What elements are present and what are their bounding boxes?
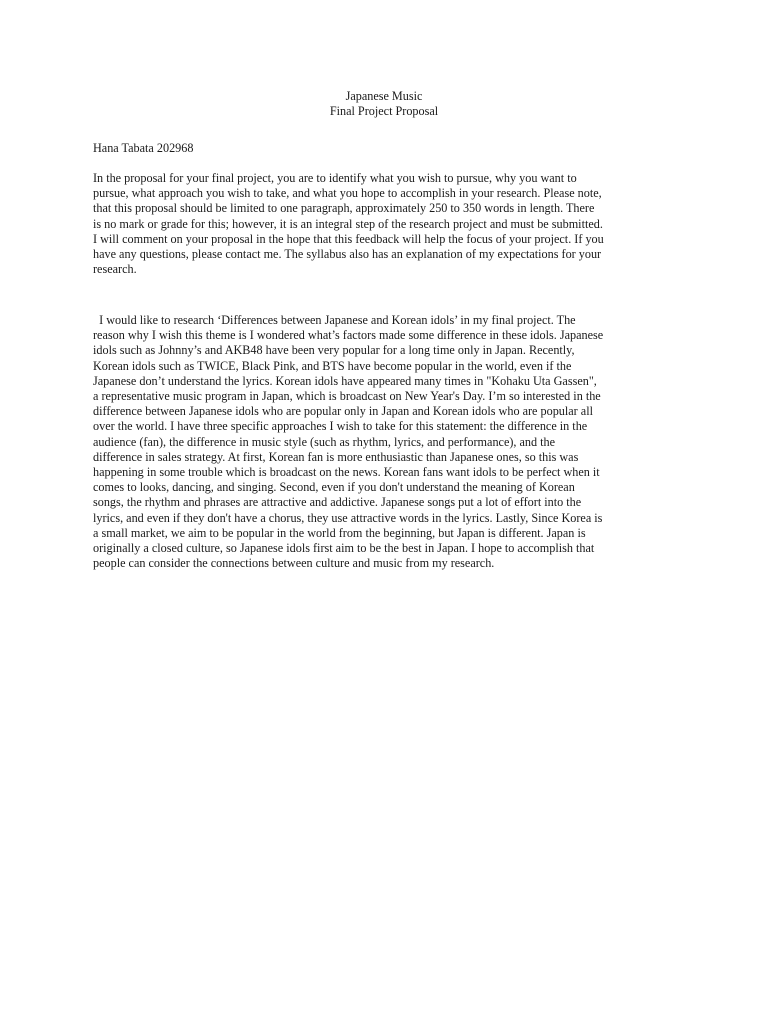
proposal-line: audience (fan), the difference in music style (such as rhythm, lyrics, and performance), and the <box>93 434 556 449</box>
instructions-line: is no mark or grade for this; however, it is an integral step of the research project and must be submitted. <box>93 216 603 231</box>
proposal-line: reason why I wish this theme is I wondered what’s factors made some difference in these idols. Japanese <box>93 328 604 343</box>
proposal-line: Japanese don’t understand the lyrics. Korean idols have appeared many times in "Kohaku Uta Gassen", <box>93 373 597 388</box>
instructions-line: have any questions, please contact me. The syllabus also has an explanation of my expectations for your <box>93 247 602 262</box>
author-line: Hana Tabata 202968 <box>93 141 194 155</box>
proposal-line: people can consider the connections between culture and music from my research. <box>93 556 495 571</box>
proposal-line: lyrics, and even if they don't have a chorus, they use attractive words in the lyrics. Lastly, Since Korea is <box>93 510 603 525</box>
proposal-line: Korean idols such as TWICE, Black Pink, and BTS have become popular in the world, even if the <box>93 358 572 373</box>
instructions-line: In the proposal for your final project, you are to identify what you wish to pursue, why you want to <box>93 171 577 185</box>
proposal-line: happening in some trouble which is broadcast on the news. Korean fans want idols to be perfect when it <box>93 465 600 480</box>
proposal-line: a small market, we aim to be popular in the world from the beginning, but Japan is different. Japan is <box>93 525 586 540</box>
proposal-line: over the world. I have three specific approaches I wish to take for this statement: the difference in the <box>93 419 588 434</box>
proposal-line: songs, the rhythm and phrases are attractive and addictive. Japanese songs put a lot of effort into the <box>93 495 582 510</box>
instructions-paragraph <box>93 171 604 277</box>
title-block <box>0 89 768 119</box>
proposal-line: idols such as Johnny’s and AKB48 have been very popular for a long time only in Japan. Recently, <box>93 343 575 358</box>
document-subtitle: Final Project Proposal <box>329 104 439 119</box>
proposal-line: difference between Japanese idols who are popular only in Japan and Korean idols who are popular all <box>93 404 593 419</box>
document-title: Japanese Music <box>345 89 423 103</box>
proposal-line: comes to looks, dancing, and singing. Second, even if you don't understand the meaning of Korean <box>93 480 575 495</box>
proposal-line: a representative music program in Japan, which is broadcast on New Year's Day. I’m so interested in the <box>93 389 601 404</box>
instructions-line: that this proposal should be limited to one paragraph, approximately 250 to 350 words in length. There <box>93 201 595 216</box>
proposal-line: difference in sales strategy. At first, Korean fan is more enthusiastic than Japanese ones, so this was <box>93 449 579 464</box>
instructions-line: pursue, what approach you wish to take, and what you hope to accomplish in your research. Please note, <box>93 186 602 201</box>
proposal-paragraph <box>93 313 603 571</box>
instructions-line: I will comment on your proposal in the hope that this feedback will help the focus of your project. If you <box>93 231 604 246</box>
instructions-line: research. <box>93 262 137 277</box>
proposal-line: originally a closed culture, so Japanese idols first aim to be the best in Japan. I hope to accomplish that <box>93 541 595 556</box>
proposal-line: I would like to research ‘Differences between Japanese and Korean idols’ in my final project. The <box>93 313 576 327</box>
